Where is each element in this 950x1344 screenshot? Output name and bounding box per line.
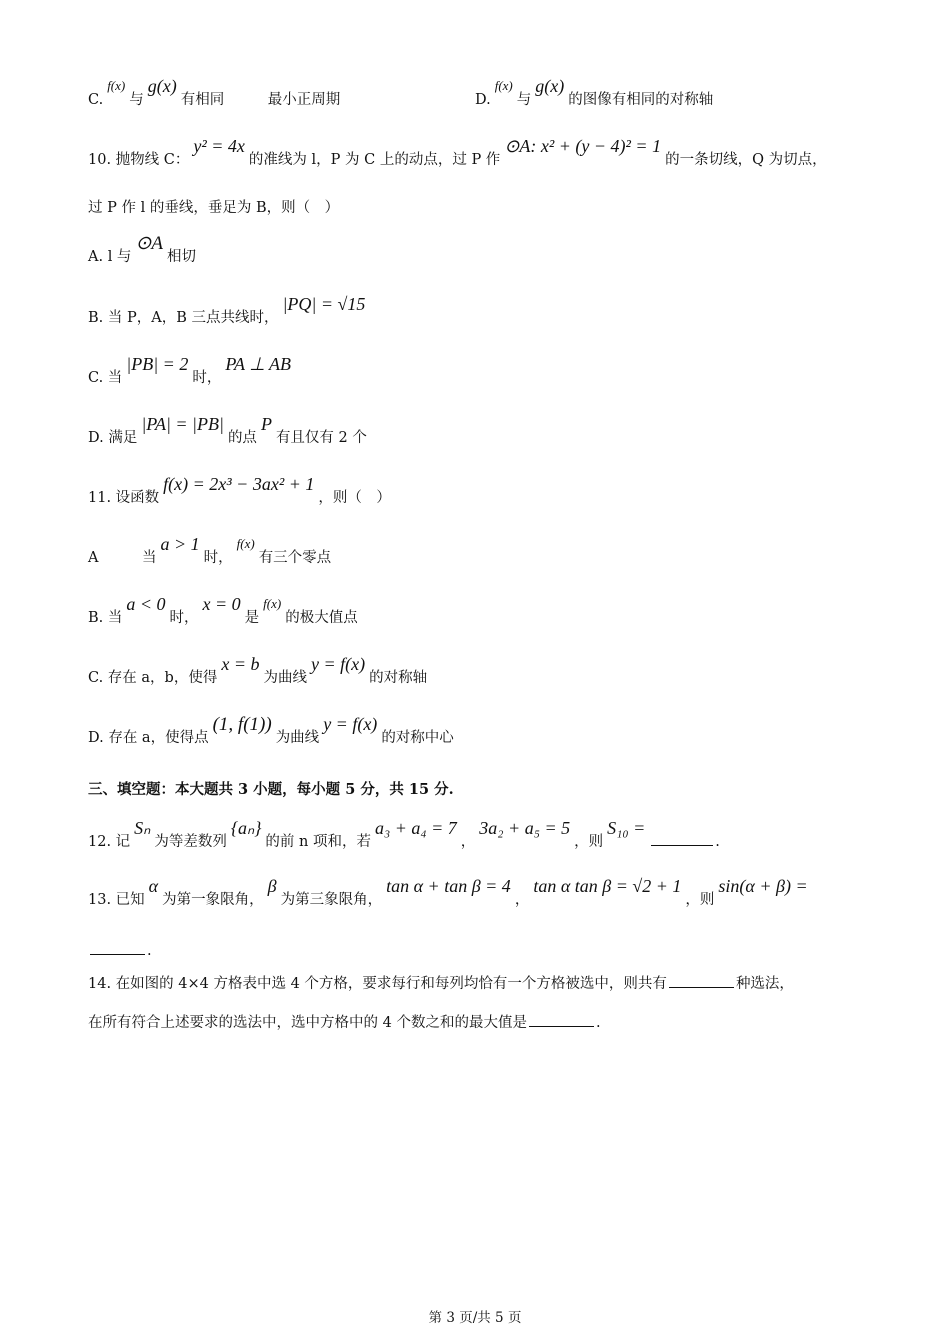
math-expression: 3a₂ + a₅ = 5: [479, 818, 571, 838]
text-segment: 在所有符合上述要求的选法中，选中方格中的 4 个数之和的最大值是: [88, 1015, 527, 1031]
text-line: [88, 354, 295, 388]
text-segment: 与: [516, 92, 532, 108]
math-expression: y² = 4x: [193, 136, 245, 156]
text-line: [88, 714, 454, 748]
math-expression: y = f(x): [310, 654, 366, 674]
math-expression: S₁₀ =: [607, 818, 646, 838]
text-line: [88, 973, 794, 994]
answer-blank: [529, 1012, 594, 1027]
text-segment: 有相同: [180, 92, 225, 108]
text-segment: 为曲线: [263, 670, 307, 686]
text-line: [88, 136, 827, 170]
math-expression: f(x) = 2x³ − 3ax² + 1: [163, 474, 315, 494]
text-segment: 的前 n 项和，若: [265, 834, 371, 850]
math-expression: ⊙A: [135, 233, 163, 254]
text-segment: 为等差数列: [154, 834, 227, 850]
text-segment: 11. 设函数: [88, 490, 160, 506]
text-line: [88, 198, 339, 218]
text-segment: 有且仅有 2 个: [275, 430, 367, 446]
text-line: [88, 940, 152, 961]
math-expression: f(x): [107, 78, 126, 93]
math-expression: x = 0: [202, 594, 241, 614]
text-segment: ，则: [685, 892, 715, 908]
text-line: [88, 876, 812, 910]
text-segment: 为第三象限角，: [280, 892, 383, 908]
math-expression: (1, f(1)): [212, 714, 272, 735]
text-line: [88, 534, 332, 568]
math-expression: sin(α + β) =: [718, 876, 808, 896]
text-segment: .: [595, 1015, 601, 1031]
math-expression: a > 1: [160, 534, 200, 554]
answer-blank: [90, 940, 145, 955]
math-expression: f(x): [236, 536, 255, 551]
math-expression: |PQ| = √15: [282, 294, 366, 314]
text-segment: C. 当: [88, 370, 123, 386]
math-expression: tan α + tan β = 4: [386, 876, 511, 896]
text-segment: 的点: [227, 430, 257, 446]
text-segment: 14. 在如图的 4×4 方格表中选 4 个方格，要求每行和每列均恰有一个方格被选中，则共有: [88, 976, 667, 992]
text-segment: 为曲线: [275, 730, 320, 746]
math-expression: Sₙ: [134, 818, 151, 838]
text-segment: 与: [129, 92, 144, 108]
math-expression: ⊙A: x² + (y − 4)² = 1: [504, 136, 662, 156]
text-segment: 时，: [169, 610, 199, 626]
math-expression: |PA| = |PB|: [141, 414, 224, 434]
text-line: [88, 474, 391, 508]
answer-blank: [651, 831, 713, 846]
math-expression: {aₙ}: [230, 818, 262, 838]
page-footer: 第 3 页/共 5 页: [428, 1310, 522, 1326]
text-segment: 的图像有相同的对称轴: [568, 92, 714, 108]
text-line: [88, 294, 369, 328]
text-segment: 的对称中心: [381, 730, 454, 746]
text-segment: 的准线为 l，P 为 C 上的动点，过 P 作: [248, 152, 501, 168]
text-segment: A 当: [88, 550, 157, 566]
math-expression: PA ⊥ AB: [225, 354, 292, 374]
text-segment: 时，: [192, 370, 222, 386]
math-expression: g(x): [147, 76, 177, 96]
math-expression: β: [267, 876, 277, 896]
text-segment: 种选法，: [735, 976, 794, 992]
text-segment: 时，: [203, 550, 233, 566]
text-segment: 三、填空题：本大题共 3 小题，每小题 5 分，共 15 分.: [88, 781, 454, 798]
text-segment: ，: [460, 834, 476, 850]
text-segment: 最小正周期: [224, 92, 341, 108]
text-line: [88, 818, 720, 852]
text-segment: ，: [514, 892, 530, 908]
text-segment: 有三个零点: [258, 550, 332, 566]
math-expression: f(x): [263, 596, 282, 611]
text-line: [88, 414, 367, 448]
text-segment: 过 P 作 l 的垂线，垂足为 B，则（ ）: [88, 200, 340, 216]
text-segment: 相切: [166, 249, 196, 265]
math-expression: α: [148, 876, 159, 896]
math-expression: P: [260, 414, 272, 434]
text-segment: 12. 记: [88, 834, 131, 850]
answer-blank: [669, 973, 734, 988]
math-expression: x = b: [221, 654, 260, 674]
math-expression: a < 0: [126, 594, 166, 614]
text-segment: 为第一象限角，: [162, 892, 264, 908]
math-expression: a₃ + a₄ = 7: [374, 818, 457, 838]
text-line: [88, 233, 196, 267]
text-segment: 是: [244, 610, 260, 626]
text-line: [88, 594, 358, 628]
text-line: [88, 1012, 601, 1033]
math-expression: g(x): [535, 76, 565, 96]
text-segment: .: [715, 834, 720, 850]
text-segment: 的极大值点: [285, 610, 358, 626]
text-segment: B. 当 P，A，B 三点共线时，: [88, 310, 279, 326]
text-segment: C. 存在 a，b，使得: [88, 670, 218, 686]
text-segment: C.: [88, 92, 104, 108]
text-segment: D.: [475, 92, 491, 108]
section-heading: [88, 780, 454, 800]
text-segment: 10. 抛物线 C：: [88, 152, 190, 168]
text-segment: B. 当: [88, 610, 123, 626]
text-line: [475, 76, 714, 110]
text-segment: 13. 已知: [88, 892, 145, 908]
text-segment: D. 存在 a，使得点: [88, 730, 209, 746]
text-segment: .: [147, 943, 152, 959]
math-expression: f(x): [494, 78, 513, 93]
math-expression: y = f(x): [323, 714, 378, 734]
text-segment: 的一条切线，Q 为切点，: [665, 152, 827, 168]
text-line: [88, 654, 428, 688]
math-expression: tan α tan β = √2 + 1: [533, 876, 682, 896]
text-segment: 的对称轴: [369, 670, 428, 686]
text-segment: D. 满足: [88, 430, 138, 446]
text-line: [88, 76, 341, 110]
text-segment: ，则（ ）: [318, 490, 391, 506]
math-expression: |PB| = 2: [126, 354, 189, 374]
text-segment: A. l 与: [88, 249, 132, 265]
text-segment: ，则: [574, 834, 604, 850]
